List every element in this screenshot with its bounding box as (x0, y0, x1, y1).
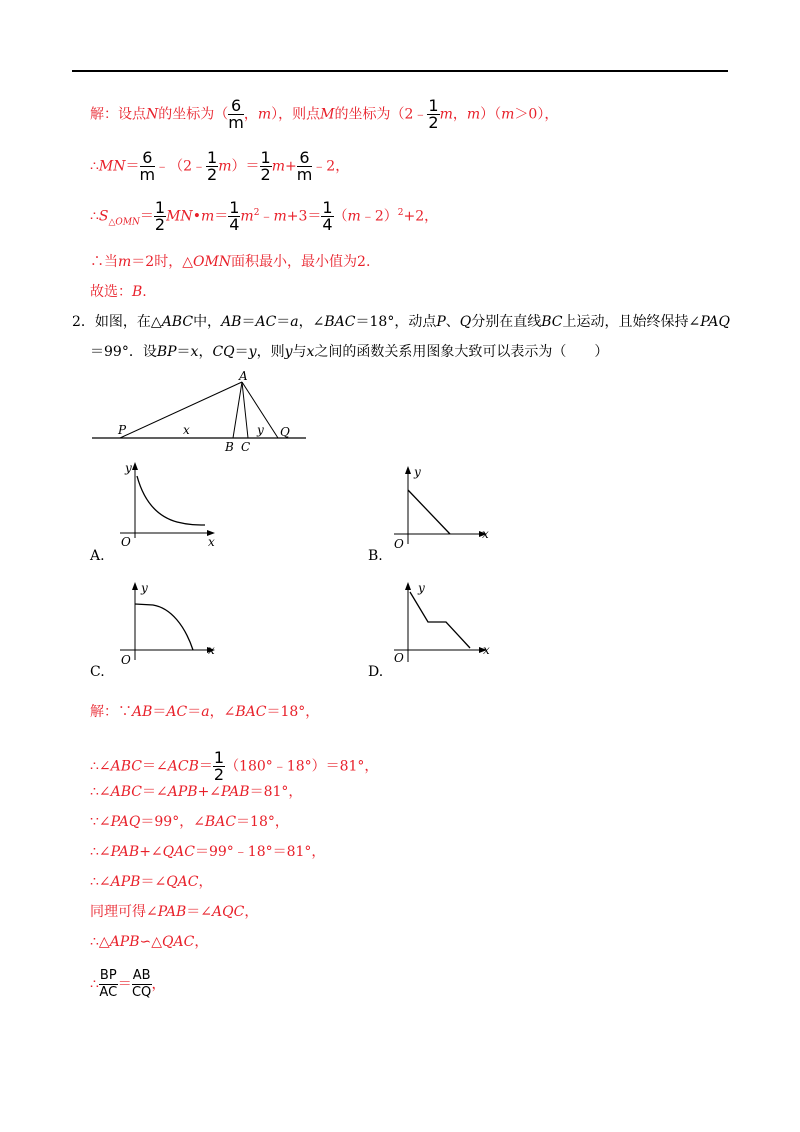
sol1-line2: ∴MN＝ $\frac{6}{m}$ ﹣（2﹣ $\frac{1}{2}$ m）＝ $\frac{1}{2}$ m+ $\frac{6}{m}$ ﹣2， (90, 148, 350, 184)
sol1-line1: 解：设点N的坐标为（ $\frac{6}{m}$ ，m），则点M的坐标为（2﹣ $\frac{1}{2}$ m，m）（m＞0）， (90, 96, 559, 132)
label-y: y (257, 423, 264, 437)
fraction: $\frac{1}{2}$ (260, 148, 271, 184)
sol2-line6: ∴∠APB＝∠QAC， (90, 874, 213, 890)
y-arrow-icon (405, 466, 411, 474)
label-x: x (183, 423, 190, 437)
option-b-graph (390, 462, 500, 552)
curve (408, 490, 450, 534)
sol2-line4: ∵∠PAQ＝99°，∠BAC＝18°， (90, 814, 289, 830)
sol1-line4: ∴当m＝2时，△OMN面积最小，最小值为2. (90, 254, 371, 270)
option-b-label: B. (368, 548, 383, 564)
curve (135, 604, 193, 650)
fraction: $\frac{BP}{AC}$ (99, 968, 118, 1000)
curve (137, 476, 205, 525)
option-c-label: C. (90, 664, 105, 680)
triangle-figure (88, 370, 310, 458)
sol2-line1: 解：∵AB＝AC＝a，∠BAC＝18°， (90, 704, 320, 720)
y-arrow-icon (405, 582, 411, 590)
curve (410, 592, 470, 648)
x-label: x (482, 527, 489, 541)
origin-label: O (394, 651, 404, 665)
y-label: y (414, 465, 421, 479)
fraction: $\frac{1}{2}$ (213, 748, 225, 784)
fraction: $\frac{1}{2}$ (207, 148, 218, 184)
sol1-line5: 故选：B. (90, 284, 147, 300)
fraction: $\frac{1}{2}$ (154, 198, 166, 234)
origin-label: O (121, 653, 131, 667)
sol2-line7: 同理可得∠PAB＝∠AQC， (90, 904, 259, 920)
y-arrow-icon (132, 582, 138, 590)
segment-ab (233, 382, 242, 438)
y-arrow-icon (132, 462, 138, 470)
fraction: $\frac{1}{4}$ (322, 198, 333, 234)
option-d-label: D. (368, 664, 384, 680)
x-label: x (208, 643, 215, 657)
fraction: $\frac{1}{4}$ (229, 198, 240, 234)
sol2-line9: ∴ $\frac{BP}{AC}$ ＝ $\frac{AB}{CQ}$ ， (90, 968, 166, 1000)
sol2-line3: ∴∠ABC＝∠APB+∠PAB＝81°， (90, 784, 303, 800)
origin-label: O (394, 537, 404, 551)
fraction: $\frac{1}{2}$ (428, 96, 439, 132)
sol2-line2: ∴∠ABC＝∠ACB＝ $\frac{1}{2}$ （180°﹣18°）＝81°， (90, 748, 379, 784)
y-label: y (141, 581, 148, 595)
fraction: $\frac{6}{m}$ (228, 96, 244, 132)
fraction: $\frac{AB}{CQ}$ (131, 968, 152, 1000)
option-a-graph (115, 458, 225, 548)
fraction: $\frac{6}{m}$ (139, 148, 156, 184)
y-label: y (418, 581, 425, 595)
header-rule (72, 70, 728, 72)
q2-line1: 2．如图，在△ABC中，AB＝AC＝a，∠BAC＝18°，动点P、Q分别在直线BC上运动，且始终保持∠PAQ (72, 314, 730, 330)
y-label: y (125, 461, 132, 475)
label-q: Q (280, 425, 290, 439)
origin-label: O (121, 535, 131, 548)
sol2-line5: ∴∠PAB+∠QAC＝99°﹣18°＝81°， (90, 844, 326, 860)
label-b: B (225, 440, 234, 454)
option-a-label: A. (90, 548, 105, 564)
sol2-line8: ∴△APB∽△QAC， (90, 934, 209, 950)
x-label: x (208, 535, 215, 548)
label-c: C (241, 440, 251, 454)
option-d-graph (390, 578, 500, 668)
fraction: $\frac{6}{m}$ (296, 148, 313, 184)
segment-pa (120, 382, 242, 438)
label-a: A (239, 370, 248, 383)
x-label: x (483, 643, 490, 657)
label-p: P (118, 423, 127, 437)
option-c-graph (115, 578, 225, 668)
sol1-line3: $\therefore S_{\triangle OMN}=$ $\frac{1}{2}$ MN•m＝ $\frac{1}{4}$ $m^2﹣m+3=$ $\frac{1}{4}$ （m﹣2）$^2$+2， (90, 198, 439, 234)
q2-line2: ＝99°．设BP＝x，CQ＝y，则y与x之间的函数关系用图象大致可以表示为（ ） (90, 344, 609, 360)
